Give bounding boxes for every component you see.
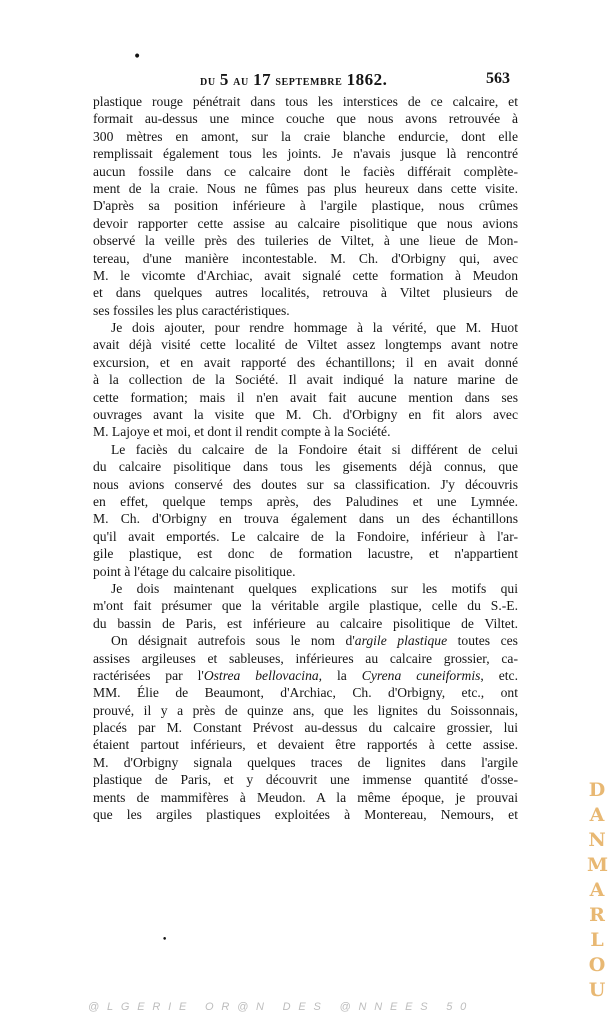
text-line [93, 632, 518, 649]
text-line: M. Ch. d'Orbigny en trouva également dans un des échantillons [93, 511, 518, 527]
text-line: M. d'Orbigny signala quelques traces de lignites dans l'argile [93, 754, 518, 770]
text-line: et dans quelques autres localités, retrouva à Viltet plusieurs de [93, 285, 518, 301]
running-head [200, 70, 387, 90]
side-watermark-letter: L [590, 929, 604, 951]
text-line: cette formation; mais il n'en avait fait aucune mention dans ses [93, 389, 518, 405]
side-watermark-letter: M [587, 854, 609, 876]
text-line: 300 mètres en amont, sur la craie blanche endurcie, dont elle [93, 128, 518, 144]
body-text [93, 93, 518, 823]
text-line: du bassin de Paris, est inférieure au calcaire pisolitique de Viltet. [93, 615, 518, 631]
italic-term: Ostrea bellovacina [203, 667, 319, 683]
footer-watermark: @LGERIE OR@N DES @NNEES 50 [88, 1001, 475, 1013]
text-run: On désignait autrefois sous le nom d' [111, 633, 355, 649]
text-run: toutes ces [447, 633, 518, 649]
text-line: ments de mammifères à Meudon. A la même époque, je prouvai [93, 789, 518, 805]
page-number: 563 [486, 70, 510, 87]
text-line: à la collection de la Société. Il avait indiqué la nature marine de [93, 372, 518, 388]
text-line: point à l'étage du calcaire pisolitique. [93, 563, 296, 579]
text-line: ses fossiles les plus caractéristiques. [93, 302, 290, 318]
text-run: , etc. [480, 667, 518, 683]
text-run: , la [318, 667, 362, 683]
side-watermark-letter: A [589, 879, 605, 901]
text-line: placés par M. Constant Prévost au-dessus du calcaire grossier, lui [93, 720, 518, 736]
running-head-day-end: 17 [253, 70, 272, 89]
text-line: en effet, quelque temps après, des Paludines et une Lymnée. [93, 493, 518, 509]
side-watermark-letter: A [589, 804, 605, 826]
text-line: observé la veille près des tuileries de Viltet, à une lieue de Mon- [93, 233, 518, 249]
text-line: M. Lajoye et moi, et dont il rendit compte à la Société. [93, 424, 391, 440]
running-head-du: DU [200, 77, 216, 88]
text-line: nous avions conservé des doutes sur sa classification. J'y découvris [93, 476, 518, 492]
text-line: MM. Élie de Beaumont, d'Archiac, Ch. d'Orbigny, etc., ont [93, 685, 518, 701]
running-head-year: 1862. [346, 70, 388, 89]
running-head-au: AU [233, 77, 249, 88]
text-line: aucun fossile dans ce calcaire dont le faciès différait complète- [93, 163, 518, 179]
text-line: Le faciès du calcaire de la Fondoire était si différent de celui [111, 441, 518, 457]
side-watermark-letter: D [588, 779, 606, 801]
text-line: remplissait également tous les joints. Je n'avais jusque là rencontré [93, 146, 518, 162]
text-line: formait au-dessus une mince couche que nous avons retrouvée à [93, 111, 518, 127]
text-line: Je dois maintenant quelques explications sur les motifs qui [111, 580, 518, 596]
ink-speck-top: • [133, 49, 142, 65]
text-line: avait déjà visité cette localité de Viltet assez longtemps avant notre [93, 337, 518, 353]
side-watermark-letter: N [588, 829, 606, 851]
running-head-month: SEPTEMBRE [275, 77, 343, 88]
text-line: plastique de Paris, et y découvrit une immense quantité d'osse- [93, 772, 518, 788]
side-watermark-letter: R [589, 904, 605, 926]
text-line: que les argiles plastiques exploitées à Montereau, Nemours, et [93, 807, 518, 823]
text-line: excursion, et en avait rapporté des échantillons; il en avait donné [93, 354, 518, 370]
text-line: prouvé, il y a près de quinze ans, que les lignites du Soissonnais, [93, 702, 518, 718]
text-line: D'après sa position inférieure à l'argile plastique, nous crûmes [93, 198, 518, 214]
text-line [93, 667, 518, 684]
text-line: M. le vicomte d'Archiac, avait signalé cette formation à Meudon [93, 267, 518, 283]
running-head-day-start: 5 [219, 70, 229, 89]
text-line: tereau, d'une manière incontestable. M. Ch. d'Orbigny qui, avec [93, 250, 518, 266]
italic-term: Cyrena cuneiformis [361, 667, 481, 683]
text-line: assises argileuses et sableuses, inférieures au calcaire grossier, ca- [93, 650, 518, 666]
text-line: étaient partout inférieurs, et devaient être rapportés à cette assise. [93, 737, 518, 753]
text-line: Je dois ajouter, pour rendre hommage à la vérité, que M. Huot [111, 320, 518, 336]
text-line: du calcaire pisolitique dans tous les gisements déjà connus, que [93, 459, 518, 475]
text-line: qu'il avait emportés. Le calcaire de la Fondoire, inférieur à l'ar- [93, 528, 518, 544]
side-watermark [587, 778, 607, 1003]
side-watermark-letter: U [588, 979, 606, 1001]
text-line: m'ont fait présumer que la véritable argile plastique, celle du S.-E. [93, 598, 518, 614]
side-watermark-letter: O [588, 954, 606, 976]
text-line: gile plastique, est donc de formation lacustre, et n'appartient [93, 546, 518, 562]
ink-speck-bottom: • [162, 935, 168, 945]
text-line: ment de la craie. Nous ne fûmes pas plus heureux dans cette visite. [93, 180, 518, 196]
italic-term: argile plastique [354, 633, 448, 649]
text-line: plastique rouge pénétrait dans tous les interstices de ce calcaire, et [93, 94, 518, 109]
text-line: devoir rapporter cette assise au calcaire pisolitique que nous avions [93, 215, 518, 231]
text-run: ractérisées par l' [93, 667, 204, 683]
text-line: ouvrages avant la visite que M. Ch. d'Orbigny en fit alors avec [93, 407, 518, 423]
